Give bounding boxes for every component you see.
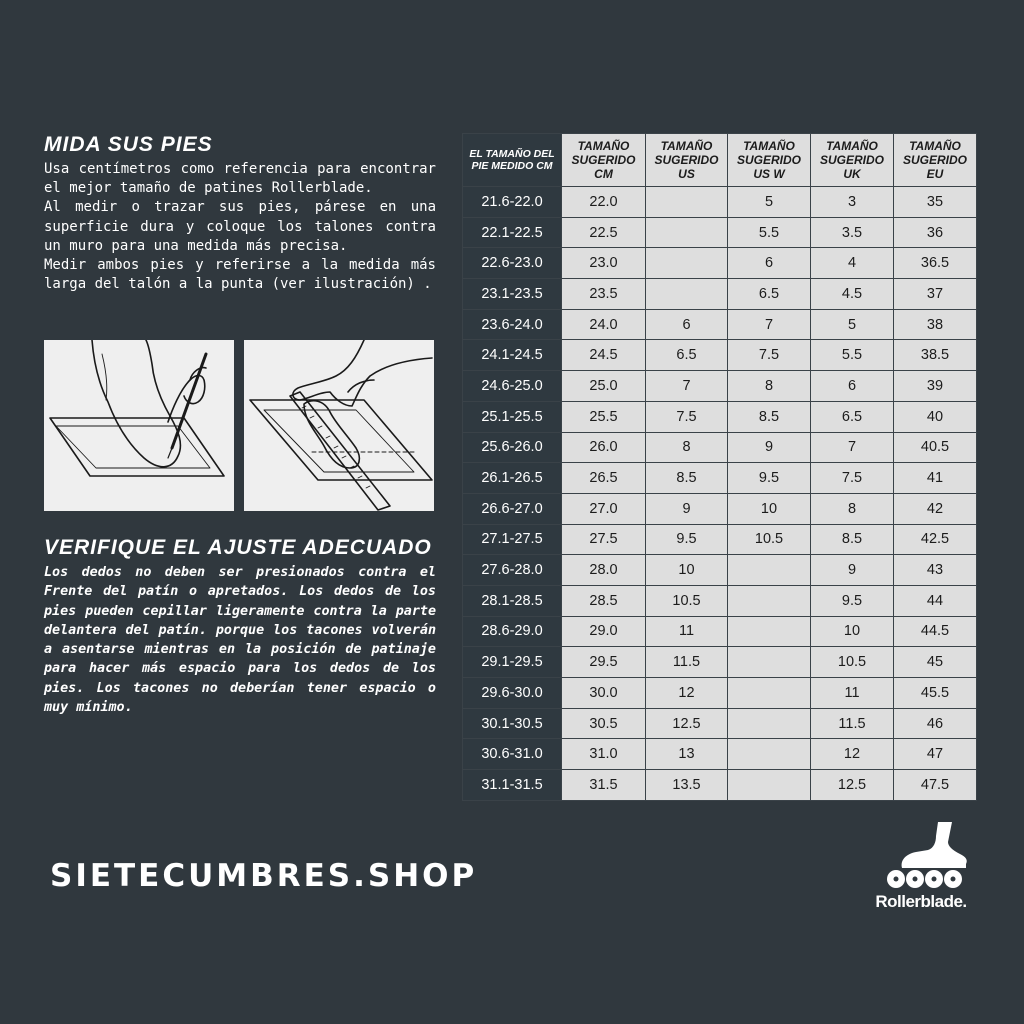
size-cell: 9 [728,432,811,463]
size-cell: 27.0 [562,493,646,524]
size-cell: 40.5 [894,432,977,463]
column-header: TAMAÑO SUGERIDO US W [728,134,811,187]
size-cell: 47.5 [894,770,977,801]
size-cell: 11 [811,678,894,709]
size-cell: 28.0 [562,555,646,586]
size-cell: 10.5 [728,524,811,555]
size-cell: 22.0 [562,187,646,218]
size-cell: 45.5 [894,678,977,709]
size-cell: 30.0 [562,678,646,709]
foot-length-cell: 31.1-31.5 [463,770,562,801]
table-row [463,432,977,463]
size-cell [646,248,728,279]
table-row [463,770,977,801]
fit-title: VERIFIQUE EL AJUSTE ADECUADO [44,536,432,559]
foot-length-cell: 28.1-28.5 [463,585,562,616]
size-cell: 3 [811,187,894,218]
size-cell: 6.5 [646,340,728,371]
foot-length-cell: 21.6-22.0 [463,187,562,218]
size-cell: 9.5 [646,524,728,555]
measure-paragraph: Al medir o trazar sus pies, párese en una superficie dura y coloque los talones contra un muro para una medida más precisa. [44,199,436,254]
size-cell: 7 [646,371,728,402]
size-cell: 23.5 [562,279,646,310]
size-cell: 28.5 [562,585,646,616]
rollerblade-logo [862,820,980,916]
size-cell: 11.5 [811,708,894,739]
table-row [463,279,977,310]
foot-length-cell: 23.1-23.5 [463,279,562,310]
measure-instructions [44,160,436,294]
size-cell [728,739,811,770]
size-cell: 5 [728,187,811,218]
column-header: TAMAÑO SUGERIDO EU [894,134,977,187]
size-cell [728,770,811,801]
size-cell: 42 [894,493,977,524]
size-cell: 3.5 [811,217,894,248]
size-cell: 8 [811,493,894,524]
size-cell: 13.5 [646,770,728,801]
size-cell: 23.0 [562,248,646,279]
foot-length-cell: 28.6-29.0 [463,616,562,647]
size-cell: 9.5 [728,463,811,494]
size-cell [728,616,811,647]
size-cell: 5.5 [811,340,894,371]
size-cell: 8 [646,432,728,463]
size-cell: 8.5 [811,524,894,555]
foot-length-cell: 29.1-29.5 [463,647,562,678]
size-cell [728,555,811,586]
table-row [463,678,977,709]
size-cell: 36.5 [894,248,977,279]
size-cell: 24.5 [562,340,646,371]
size-cell: 7 [728,309,811,340]
size-cell: 12.5 [646,708,728,739]
column-header: TAMAÑO SUGERIDO US [646,134,728,187]
size-cell: 7.5 [811,463,894,494]
size-cell: 6 [646,309,728,340]
size-cell: 8.5 [728,401,811,432]
size-cell: 29.0 [562,616,646,647]
foot-length-cell: 25.6-26.0 [463,432,562,463]
size-cell: 38.5 [894,340,977,371]
size-cell [728,708,811,739]
foot-length-cell: 25.1-25.5 [463,401,562,432]
table-row [463,647,977,678]
foot-length-cell: 30.6-31.0 [463,739,562,770]
size-cell: 12 [811,739,894,770]
table-row [463,493,977,524]
size-cell: 9.5 [811,585,894,616]
foot-length-cell: 23.6-24.0 [463,309,562,340]
table-row [463,524,977,555]
size-cell: 42.5 [894,524,977,555]
size-cell: 13 [646,739,728,770]
size-cell [646,187,728,218]
size-cell: 10.5 [811,647,894,678]
size-cell: 31.5 [562,770,646,801]
size-cell: 8.5 [646,463,728,494]
size-cell: 7.5 [728,340,811,371]
measure-paragraph: Medir ambos pies y referirse a la medida más larga del talón a la punta (ver ilustración) . [44,257,436,293]
foot-length-cell: 26.1-26.5 [463,463,562,494]
size-cell: 6.5 [811,401,894,432]
foot-length-cell: 22.1-22.5 [463,217,562,248]
size-cell: 6 [728,248,811,279]
size-cell: 45 [894,647,977,678]
size-cell: 12.5 [811,770,894,801]
size-cell: 47 [894,739,977,770]
size-cell: 40 [894,401,977,432]
size-chart-body [463,187,977,801]
size-cell: 24.0 [562,309,646,340]
size-chart-table [462,133,977,801]
foot-length-cell: 27.1-27.5 [463,524,562,555]
size-cell: 29.5 [562,647,646,678]
size-cell [728,585,811,616]
size-cell: 31.0 [562,739,646,770]
size-cell: 37 [894,279,977,310]
size-cell: 9 [646,493,728,524]
table-row [463,309,977,340]
foot-length-cell: 24.6-25.0 [463,371,562,402]
foot-tracing-illustration [44,340,234,511]
table-row [463,739,977,770]
column-header: EL TAMAÑO DEL PIE MEDIDO CM [463,134,562,187]
size-cell: 6.5 [728,279,811,310]
logo-wordmark: Rollerblade. [875,892,967,911]
column-header: TAMAÑO SUGERIDO CM [562,134,646,187]
foot-measuring-icon [244,340,434,511]
table-row [463,187,977,218]
size-cell: 35 [894,187,977,218]
size-cell: 27.5 [562,524,646,555]
size-cell: 25.0 [562,371,646,402]
table-row [463,340,977,371]
size-cell: 46 [894,708,977,739]
table-row [463,248,977,279]
foot-length-cell: 26.6-27.0 [463,493,562,524]
measure-title: MIDA SUS PIES [44,133,213,156]
table-row [463,585,977,616]
size-cell: 39 [894,371,977,402]
size-cell: 41 [894,463,977,494]
size-cell [646,279,728,310]
size-cell: 10 [811,616,894,647]
size-cell: 9 [811,555,894,586]
table-row [463,401,977,432]
size-cell: 36 [894,217,977,248]
size-cell: 38 [894,309,977,340]
size-cell: 8 [728,371,811,402]
table-row [463,708,977,739]
size-cell: 5.5 [728,217,811,248]
size-cell: 7.5 [646,401,728,432]
size-cell [728,647,811,678]
column-header: TAMAÑO SUGERIDO UK [811,134,894,187]
size-cell: 10.5 [646,585,728,616]
size-cell: 5 [811,309,894,340]
size-cell: 10 [646,555,728,586]
size-chart-header-row [463,134,977,187]
foot-length-cell: 22.6-23.0 [463,248,562,279]
size-cell: 25.5 [562,401,646,432]
fit-instructions: Los dedos no deben ser presionados contra el Frente del patín o apretados. Los dedos de los pies pueden cepillar ligeramente contra la parte delantera del patín. porque los tacones volverán a asentarse mientras en la posición de patinaje para hacer más espacio para los dedos de los pies. Los tacones no deberían tener espacio o muy mínimo. [44,565,436,716]
size-cell: 6 [811,371,894,402]
size-cell: 11 [646,616,728,647]
inline-skate-icon [862,820,980,890]
size-cell: 4 [811,248,894,279]
measure-paragraph: Usa centímetros como referencia para encontrar el mejor tamaño de patines Rollerblade. [44,161,436,197]
size-cell [646,217,728,248]
size-cell: 43 [894,555,977,586]
foot-length-cell: 24.1-24.5 [463,340,562,371]
foot-length-cell: 30.1-30.5 [463,708,562,739]
foot-tracing-icon [44,340,234,511]
size-cell: 44 [894,585,977,616]
size-cell: 11.5 [646,647,728,678]
table-row [463,217,977,248]
size-cell: 10 [728,493,811,524]
size-cell: 12 [646,678,728,709]
table-row [463,616,977,647]
size-cell: 44.5 [894,616,977,647]
size-cell: 26.0 [562,432,646,463]
size-cell: 22.5 [562,217,646,248]
table-row [463,555,977,586]
foot-length-cell: 27.6-28.0 [463,555,562,586]
size-cell: 4.5 [811,279,894,310]
site-url: SIETECUMBRES.SHOP [50,858,478,894]
foot-length-cell: 29.6-30.0 [463,678,562,709]
table-row [463,371,977,402]
size-cell: 26.5 [562,463,646,494]
size-cell: 7 [811,432,894,463]
size-cell [728,678,811,709]
table-row [463,463,977,494]
size-cell: 30.5 [562,708,646,739]
foot-measuring-illustration [244,340,434,511]
